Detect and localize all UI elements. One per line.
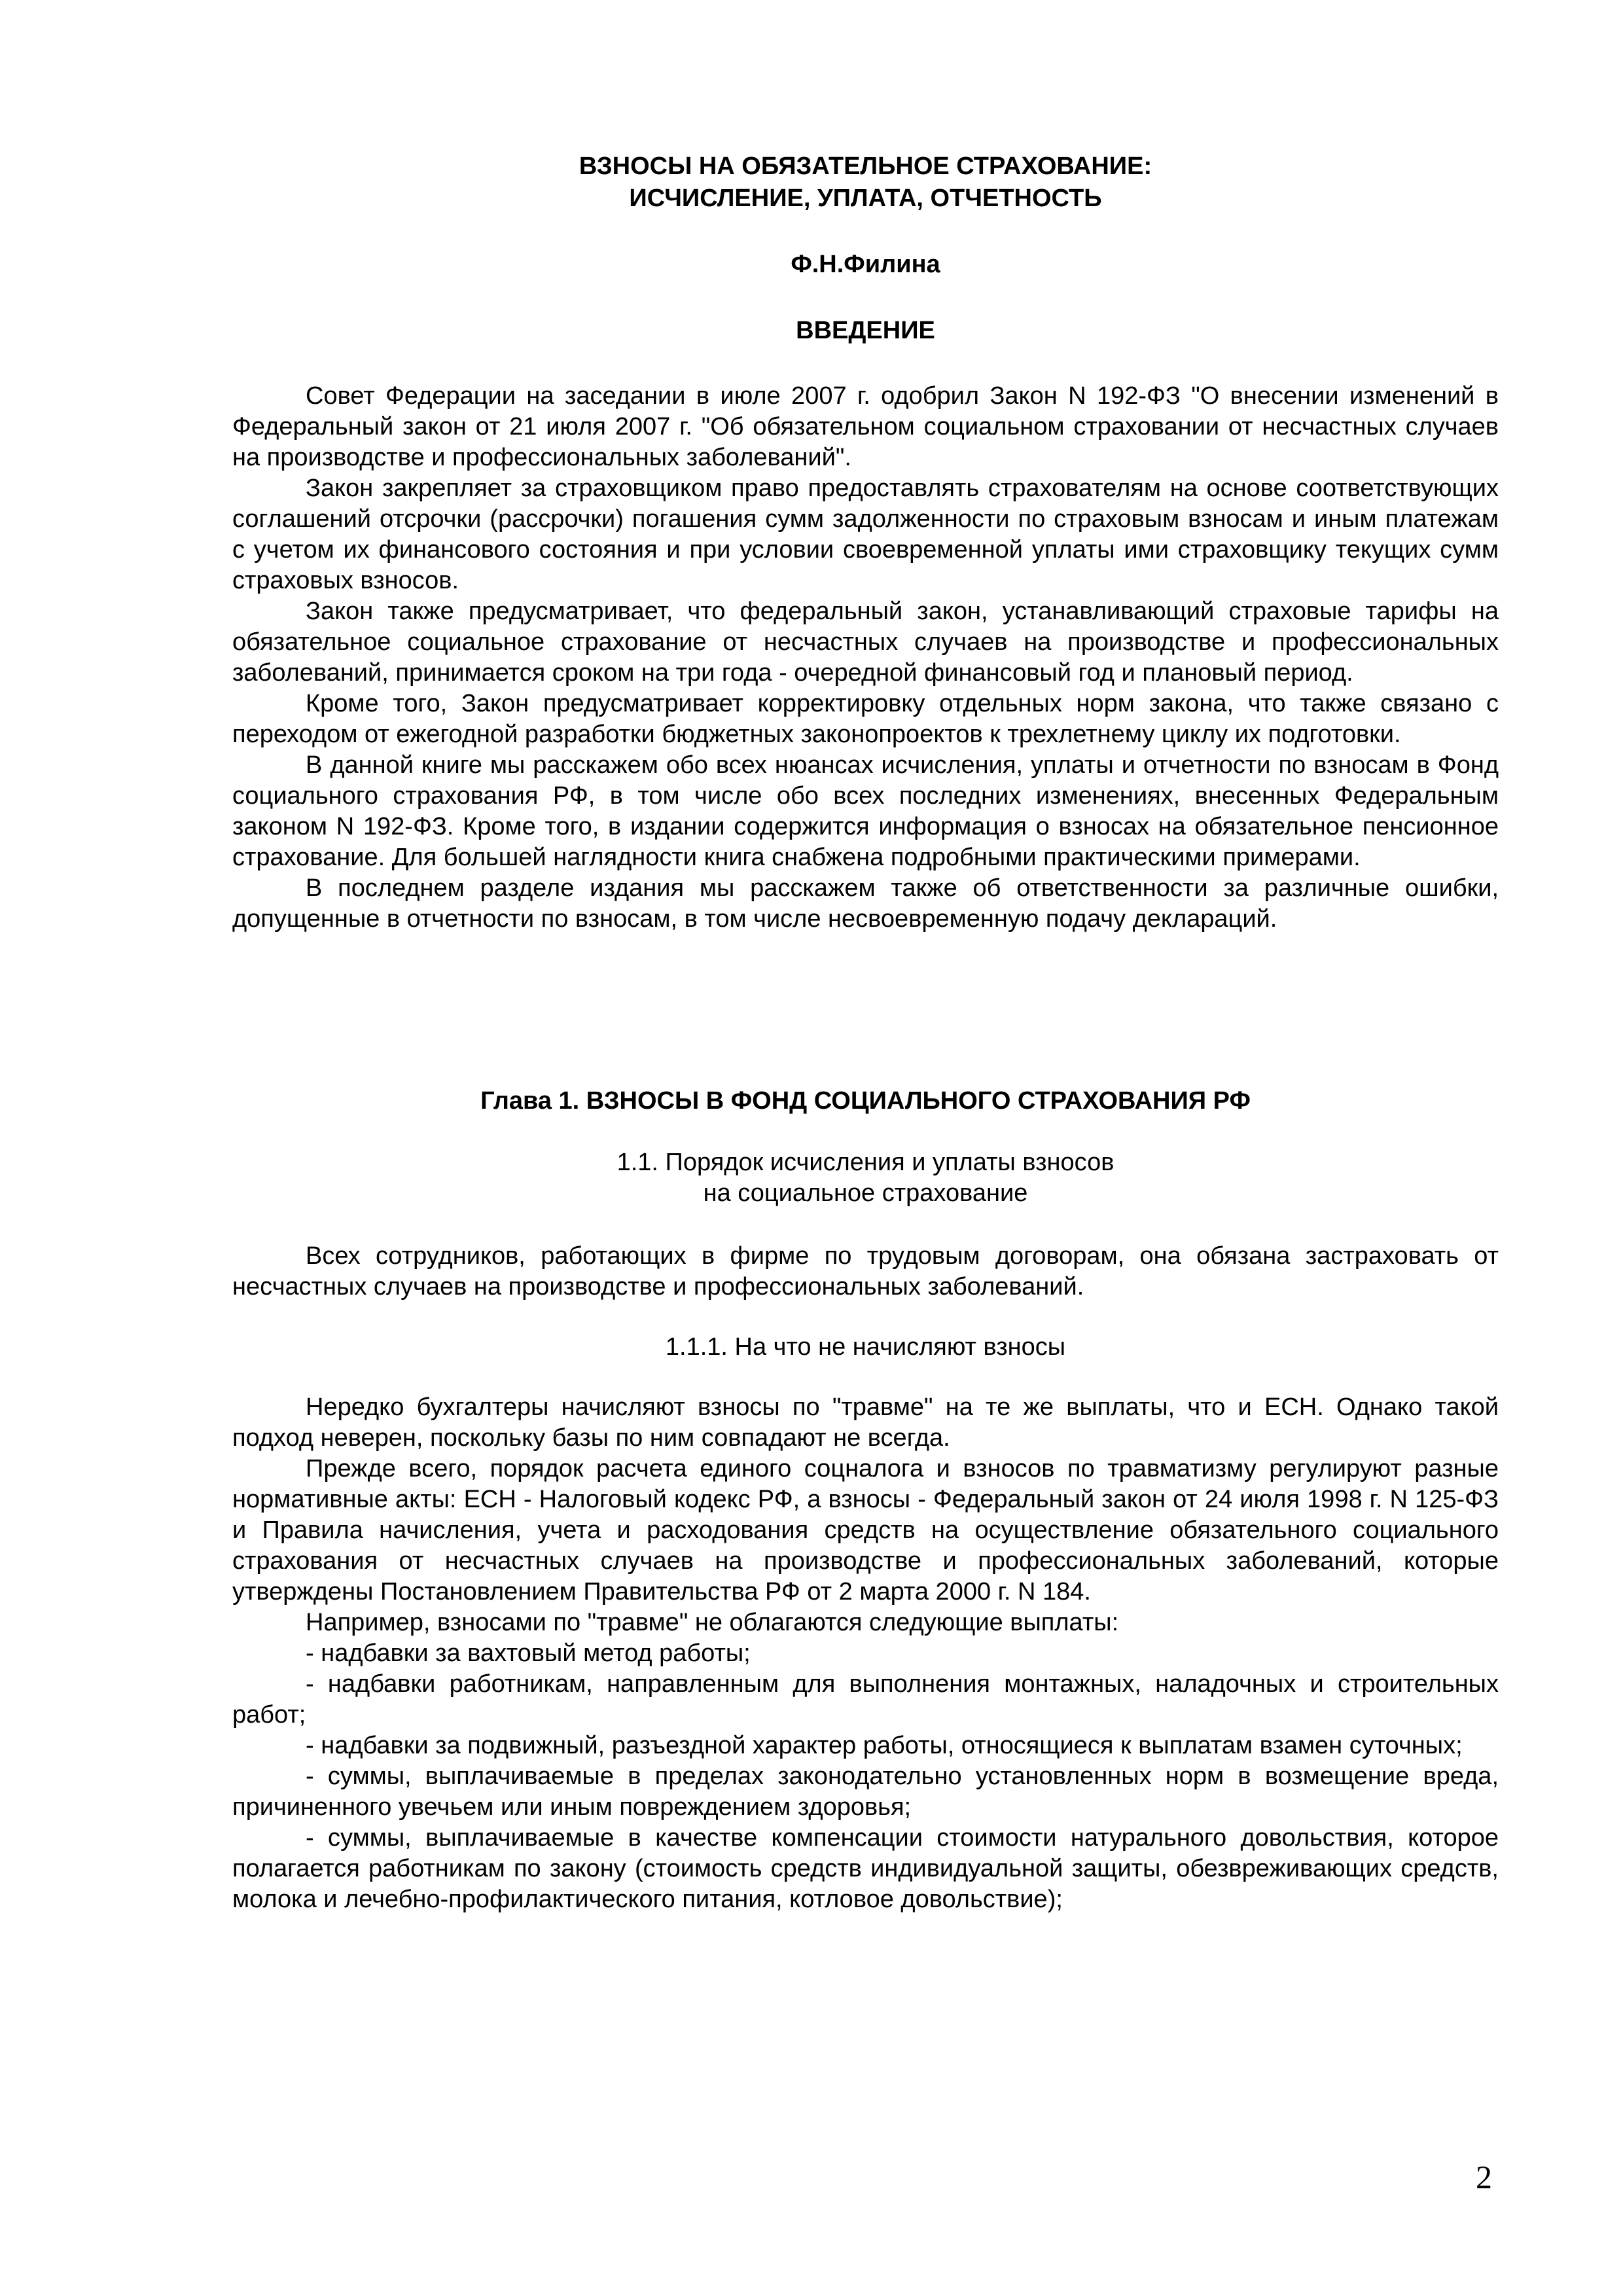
subsection-body <box>232 1392 1499 1915</box>
subsection-paragraph: Прежде всего, порядок расчета единого соцналога и взносов по травматизму регулируют разные нормативные акты: ЕСН - Налоговый кодекс РФ, а взносы - Федеральный закон от 24 июля 1998 г. N 125-ФЗ и Правила начисления, учета и расходования средств на осуществление обязательного социального страхования от несчастных случаев на производстве и профессиональных заболеваний, которые утверждены Постановлением Правительства РФ от 2 марта 2000 г. N 184. <box>232 1455 1499 1605</box>
list-item: - суммы, выплачиваемые в качестве компенсации стоимости натурального довольствия, которое полагается работникам по закону (стоимость средств индивидуальной защиты, обезвреживающих средств, молока и лечебно-профилактического питания, котловое довольствие); <box>232 1824 1499 1913</box>
section-heading-line-1: 1.1. Порядок исчисления и уплаты взносов <box>616 1149 1115 1176</box>
intro-paragraph: Совет Федерации на заседании в июле 2007 г. одобрил Закон N 192-ФЗ "О внесении изменений в Федеральный закон от 21 июля 2007 г. "Об обязательном социальном страховании от несчастных случаев на производстве и профессиональных заболеваний". <box>232 382 1499 471</box>
chapter-heading: Глава 1. ВЗНОСЫ В ФОНД СОЦИАЛЬНОГО СТРАХОВАНИЯ РФ <box>480 1087 1251 1115</box>
subsection-paragraph: Нередко бухгалтеры начисляют взносы по "травме" на те же выплаты, что и ЕСН. Однако такой подход неверен, поскольку базы по ним совпадают не всегда. <box>232 1393 1499 1452</box>
intro-paragraph: В данной книге мы расскажем обо всех нюансах исчисления, уплаты и отчетности по взносам в Фонд социального страхования РФ, в том числе обо всех последних изменениях, внесенных Федеральным законом N 192-ФЗ. Кроме того, в издании содержится информация о взносах на обязательное пенсионное страхование. Для большей наглядности книга снабжена подробными практическими примерами. <box>232 751 1499 871</box>
page-content <box>232 151 1499 1915</box>
document-title <box>232 151 1499 215</box>
intro-paragraph: Закон также предусматривает, что федеральный закон, устанавливающий страховые тарифы на обязательное социальное страхование от несчастных случаев на производстве и профессиональных заболеваний, принимается сроком на три года - очередной финансовый год и плановый период. <box>232 598 1499 687</box>
intro-paragraph: Закон закрепляет за страховщиком право предоставлять страхователям на основе соответствующих соглашений отсрочки (рассрочки) погашения сумм задолженности по страховым взносам и иным платежам с учетом их финансового состояния и при условии своевременной уплаты ими страховщику текущих сумм страховых взносов. <box>232 475 1499 594</box>
section-heading <box>232 1147 1499 1209</box>
intro-paragraph: В последнем разделе издания мы расскажем также об ответственности за различные ошибки, допущенные в отчетности по взносам, в том числе несвоевременную подачу деклараций. <box>232 874 1499 933</box>
intro-heading: ВВЕДЕНИЕ <box>796 317 935 344</box>
title-line-1: ВЗНОСЫ НА ОБЯЗАТЕЛЬНОЕ СТРАХОВАНИЕ: <box>579 152 1152 180</box>
section-body <box>232 1241 1499 1302</box>
page-number: 2 <box>1476 2159 1492 2195</box>
list-item: - надбавки за вахтовый метод работы; <box>306 1640 751 1667</box>
list-item: - надбавки за подвижный, разъездной характер работы, относящиеся к выплатам взамен суточных; <box>306 1732 1463 1759</box>
subsection-heading: 1.1.1. На что не начисляют взносы <box>665 1333 1066 1361</box>
intro-body <box>232 381 1499 935</box>
section-heading-line-2: на социальное страхование <box>703 1179 1028 1207</box>
title-line-2: ИСЧИСЛЕНИЕ, УПЛАТА, ОТЧЕТНОСТЬ <box>629 185 1102 212</box>
list-item: - суммы, выплачиваемые в пределах законодательно установленных норм в возмещение вреда, причиненного увечьем или иным повреждением здоровья; <box>232 1763 1499 1821</box>
author-name: Ф.Н.Филина <box>791 251 940 278</box>
subsection-paragraph: Например, взносами по "травме" не облагаются следующие выплаты: <box>306 1609 1119 1636</box>
list-item: - надбавки работникам, направленным для выполнения монтажных, наладочных и строительных работ; <box>232 1670 1499 1729</box>
section-paragraph: Всех сотрудников, работающих в фирме по трудовым договорам, она обязана застраховать от несчастных случаев на производстве и профессиональных заболеваний. <box>232 1242 1499 1300</box>
intro-paragraph: Кроме того, Закон предусматривает корректировку отдельных норм закона, что также связано с переходом от ежегодной разработки бюджетных законопроектов к трехлетнему циклу их подготовки. <box>232 690 1499 748</box>
